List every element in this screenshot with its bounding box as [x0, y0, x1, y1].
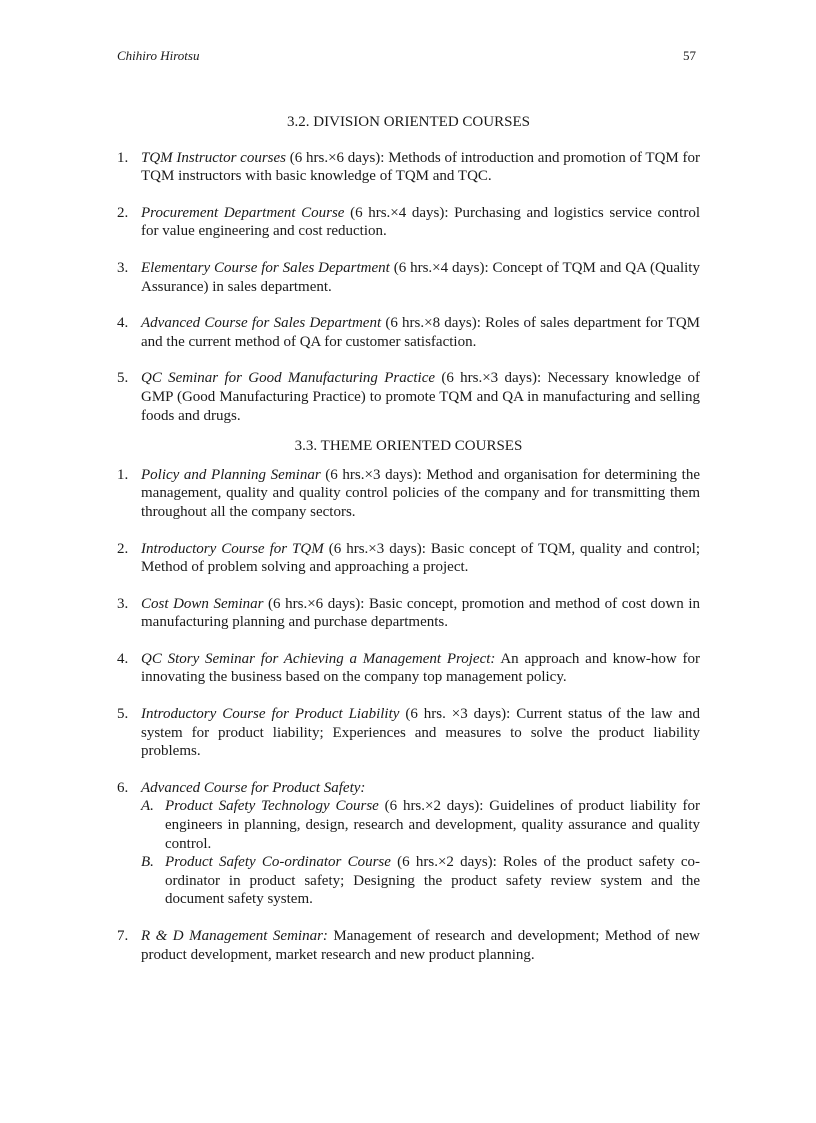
list-item — [117, 204, 700, 241]
course-description: (6 hrs. ×3 days): Current status of the law and system for product liability; Experiences and measures to solve the product liability problems. — [141, 706, 700, 760]
item-body — [141, 149, 700, 186]
course-description: (6 hrs.×6 days): Basic concept, promotion and method of cost down in manufacturing planning and purchase departments. — [141, 595, 701, 631]
list-item — [117, 927, 700, 964]
item-number: 2. — [117, 540, 129, 557]
subitem-letter: A. — [141, 798, 154, 815]
sub-list-item — [141, 853, 700, 909]
item-number: 3. — [117, 595, 129, 612]
course-title: Product Safety Technology Course — [165, 798, 379, 815]
item-body — [141, 369, 700, 425]
course-title: Advanced Course for Product Safety: — [141, 779, 366, 796]
list-item — [117, 650, 700, 687]
course-title: Elementary Course for Sales Department — [141, 259, 390, 276]
item-body — [141, 314, 700, 351]
course-title: Cost Down Seminar — [141, 595, 264, 612]
course-title: Introductory Course for TQM — [141, 540, 324, 557]
item-number: 4. — [117, 650, 129, 667]
item-number: 4. — [117, 315, 129, 332]
item-body — [141, 466, 700, 522]
item-number: 2. — [117, 204, 129, 221]
item-number: 1. — [117, 149, 129, 166]
item-body — [141, 779, 700, 909]
list-item — [117, 149, 700, 186]
section-heading-theme: 3.3. THEME ORIENTED COURSES — [294, 438, 523, 455]
item-number: 1. — [117, 466, 129, 483]
course-title: QC Story Seminar for Achieving a Management Project: — [141, 650, 496, 667]
list-item — [117, 705, 700, 761]
course-description: (6 hrs.×8 days): Roles of sales department for TQM and the current method of QA for customer satisfaction. — [141, 315, 701, 350]
item-body — [141, 650, 700, 687]
item-body — [141, 540, 700, 577]
subitem-letter: B. — [141, 854, 154, 871]
list-item — [117, 369, 700, 425]
item-body — [141, 204, 700, 241]
item-body — [141, 927, 700, 964]
course-title: Policy and Planning Seminar — [141, 466, 321, 483]
sub-list-item — [141, 797, 700, 853]
list-item — [117, 314, 700, 351]
course-description: (6 hrs.×6 days): Methods of introduction and promotion of TQM for TQM instructors with basic knowledge of TQM and TQC. — [141, 149, 701, 185]
list-item — [117, 595, 700, 632]
course-description: (6 hrs.×3 days): Method and organisation for determining the management, quality and quality control policies of the company and for transmitting them throughout all the company sectors. — [141, 466, 700, 520]
item-number: 3. — [117, 259, 129, 276]
section-heading-division: 3.2. DIVISION ORIENTED COURSES — [287, 114, 530, 130]
course-description: Management of research and development; Method of new product development, market research and new product planning. — [141, 928, 700, 963]
item-number: 5. — [117, 370, 129, 387]
list-item — [117, 779, 700, 909]
course-title: Product Safety Co-ordinator Course — [165, 854, 391, 871]
course-title: Advanced Course for Sales Department — [141, 315, 382, 332]
item-number: 5. — [117, 706, 129, 723]
course-title: Procurement Department Course — [141, 204, 345, 221]
course-title: Introductory Course for Product Liability — [141, 706, 400, 723]
course-description: (6 hrs.×3 days): Basic concept of TQM, quality and control; Method of problem solving and approaching a project. — [141, 540, 700, 576]
course-description: An approach and know-how for innovating the business based on the company top management policy. — [141, 650, 700, 686]
course-title: QC Seminar for Good Manufacturing Practice — [141, 370, 436, 387]
page-content — [117, 105, 700, 982]
list-item — [117, 466, 700, 522]
item-body — [141, 705, 700, 761]
subitem-body — [165, 853, 700, 909]
item-number: 7. — [117, 928, 129, 944]
course-description: (6 hrs.×2 days): Roles of the product safety co-ordinator in product safety; Designing the product safety review system and the document safety system. — [165, 854, 700, 908]
course-title: R & D Management Seminar: — [141, 928, 328, 944]
course-description: (6 hrs.×4 days): Purchasing and logistics service control for value engineering and cost reduction. — [141, 204, 700, 240]
item-body — [141, 259, 700, 296]
course-title: TQM Instructor courses — [141, 149, 287, 166]
list-item — [117, 259, 700, 296]
page-number: 57 — [683, 48, 696, 63]
subitem-body — [165, 797, 700, 853]
course-description: (6 hrs.×2 days): Guidelines of product liability for engineers in planning, design, research and development, quality assurance and quality control. — [165, 798, 700, 852]
item-body — [141, 595, 700, 632]
course-description: (6 hrs.×3 days): Necessary knowledge of GMP (Good Manufacturing Practice) to promote TQM and QA in manufacturing and selling foods and drugs. — [141, 370, 700, 424]
running-header-author: Chihiro Hirotsu — [117, 48, 200, 63]
course-description: (6 hrs.×4 days): Concept of TQM and QA (Quality Assurance) in sales department. — [141, 259, 700, 295]
item-number: 6. — [117, 779, 129, 796]
list-item — [117, 540, 700, 577]
